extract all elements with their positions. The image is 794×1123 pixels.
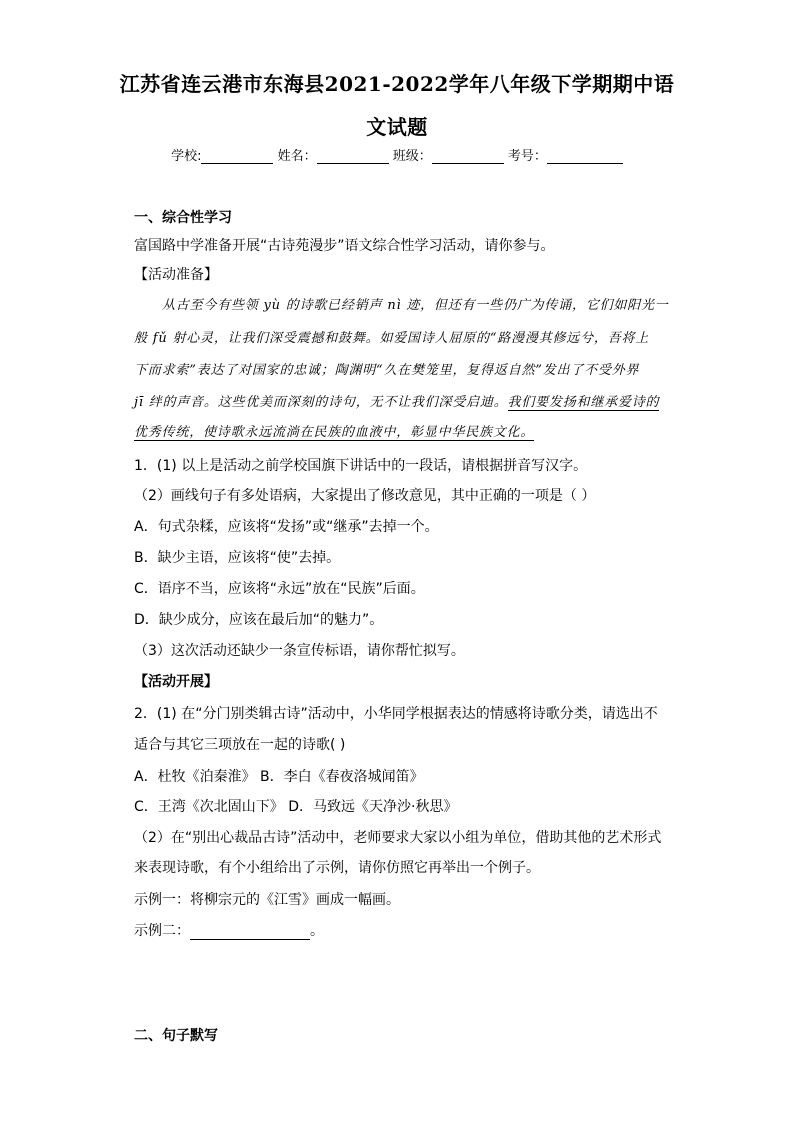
student-info-line [0,145,794,164]
question-2-part-2-line-1: （2）在“别出心裁品古诗”活动中，老师要求大家以小组为单位，借助其他的艺术形式 [134,830,662,846]
section-heading-2: 二、句子默写 [134,1028,218,1044]
example-2-period: 。 [310,923,324,939]
activity-prep-label: 【活动准备】 [134,267,218,283]
document-title-line1: 江苏省连云港市东海县2021-2022学年八年级下学期期中语 [119,72,675,96]
example-2 [134,920,324,940]
option-d: D．缺少成分，应该在最后加“的魅力”。 [134,612,384,628]
passage-line-4 [134,391,659,410]
class-label: 班级： [392,149,432,164]
section-heading-1: 一、综合性学习 [134,210,232,226]
question-1-part-1: 1．(1) 以上是活动之前学校国旗下讲话中的一段话，请根据拼音写汉字。 [134,458,588,474]
question-1-part-3: （3）这次活动还缺少一条宣传标语，请你帮忙拟写。 [134,643,465,659]
school-blank [201,149,273,164]
number-label: 考号： [507,149,547,164]
question-1-part-2: （2）画线句子有多处语病，大家提出了修改意见，其中正确的一项是（ ） [134,488,596,504]
document-title-line2: 文试题 [366,115,428,139]
activity-develop-label: 【活动开展】 [134,674,218,690]
class-blank [432,149,504,164]
number-blank [547,149,623,164]
question-2-part-2-line-2: 来表现诗歌，有个小组给出了示例，请你仿照它再举出一个例子。 [134,860,540,876]
example-2-answer-blank[interactable] [190,925,310,940]
passage-line-4-underlined: 我们要发扬和继承爱诗的 [507,395,660,410]
question-2-part-1-line-1: 2．(1) 在“分门别类辑古诗”活动中，小华同学根据表达的情感将诗歌分类，请选出不 [134,706,658,722]
passage-line-2: 般 fǔ 射心灵，让我们深受震撼和鼓舞。如爱国诗人屈原的“路漫漫其修远兮，吾将上 [134,331,650,346]
option-a: A．句式杂糅，应该将“发扬”或“继承”去掉一个。 [134,519,439,535]
school-label: 学校: [171,149,202,164]
passage-line-4-plain: jī 绊的声音。这些优美而深刻的诗句，无不让我们深受启迪。 [134,395,508,410]
question-2-part-1-line-2: 适合与其它三项放在一起的诗歌( ) [134,737,346,753]
passage-line-3: 下而求索”表达了对国家的忠诚；陶渊明“久在樊笼里，复得返自然”发出了不受外界 [134,363,640,378]
option-b: B．缺少主语，应该将“使”去掉。 [134,550,341,566]
question-2-options-cd: C．王湾《次北固山下》 D．马致远《天净沙·秋思》 [134,799,458,815]
passage-line-1: 从古至今有些领 yù 的诗歌已经销声 nì 迹，但还有一些仍广为传诵，它们如阳光一 [162,298,669,313]
passage-line-5-underlined: 优秀传统，使诗歌永远流淌在民族的血液中，彰显中华民族文化。 [134,421,534,441]
question-2-options-ab: A．杜牧《泊秦淮》 B．李白《春夜洛城闻笛》 [134,769,424,785]
example-1: 示例一：将柳宗元的《江雪》画成一幅画。 [134,892,400,908]
example-2-label: 示例二： [134,923,190,939]
option-c: C．语序不当，应该将“永远”放在“民族”后面。 [134,581,425,597]
name-label: 姓名： [277,149,317,164]
name-blank [317,149,389,164]
section1-intro: 富国路中学准备开展“古诗苑漫步”语文综合性学习活动，请你参与。 [134,238,555,254]
